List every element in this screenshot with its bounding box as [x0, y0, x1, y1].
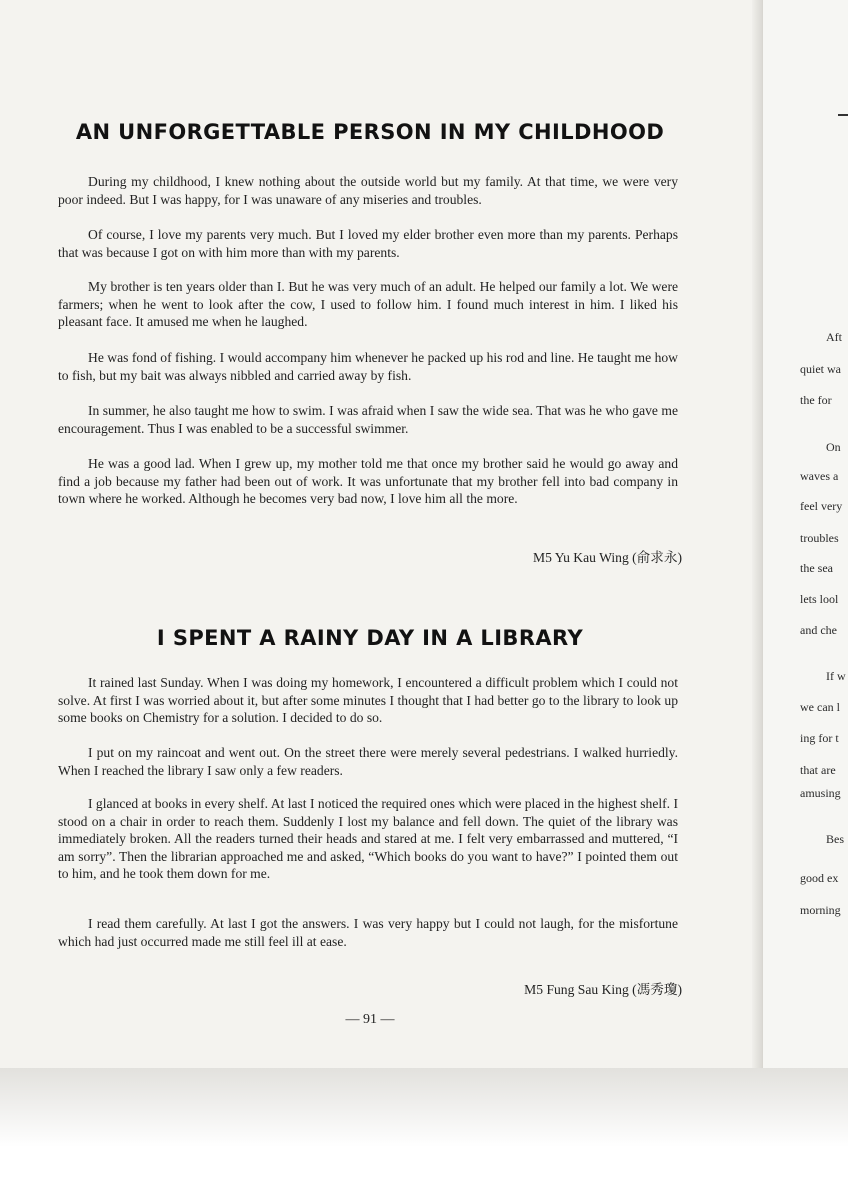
facing-page-fragment: Aft [826, 330, 842, 344]
facing-page-fragment: the sea [800, 561, 833, 575]
article-1-paragraph: He was fond of fishing. I would accompany him whenever he packed up his rod and line. He taught me how to fish, but my bait was always nibbled and carried away by fish. [58, 350, 678, 383]
facing-page-fragment: troubles [800, 531, 839, 545]
article-2-paragraph: I glanced at books in every shelf. At last I noticed the required ones which were placed in the highest shelf. I stood on a chair in order to reach them. Suddenly I lost my balance and fell down. The quiet of the library was immediately broken. All the readers turned their heads and stared at me. I felt very embarrassed and muttered, “I am sorry”. Then the librarian approached me and asked, “Which books do you want to have?” I pointed them out to him, and he took them down for me. [58, 796, 679, 882]
facing-page-fragment: quiet wa [800, 362, 841, 376]
article-1-paragraph: In summer, he also taught me how to swim. I was afraid when I saw the wide sea. That was he who gave me encouragement. Thus I was enabled to be a successful swimmer. [58, 403, 678, 436]
facing-page-mark [838, 114, 848, 116]
facing-page-fragment: Bes [826, 832, 844, 846]
article-1-title: AN UNFORGETTABLE PERSON IN MY CHILDHOOD [75, 120, 665, 144]
article-2-paragraph: I read them carefully. At last I got the answers. I was very happy but I could not laugh, for the misfortune which had just occurred made me still feel ill at ease. [58, 916, 678, 949]
facing-page-fragment: and che [800, 623, 837, 637]
facing-page-fragment: morning [800, 903, 841, 917]
facing-page-fragment: lets lool [800, 592, 839, 606]
article-1-paragraph: He was a good lad. When I grew up, my mother told me that once my brother said he would go away and find a job because my father had been out of work. It was unfortunate that my brother fell into bad company in town where he worked. Although he becomes very bad now, I love him all the more. [58, 456, 678, 507]
facing-page-fragment: waves a [800, 469, 839, 483]
article-1-paragraph: Of course, I love my parents very much. But I loved my elder brother even more than my parents. Perhaps that was because I got on with him more than with my parents. [58, 227, 678, 260]
scan-bottom-margin [0, 1068, 848, 1200]
facing-page-fragment: If w [826, 669, 846, 683]
article-1-paragraph: During my childhood, I knew nothing about the outside world but my family. At that time, we were very poor indeed. But I was happy, for I was unaware of any miseries and troubles. [58, 174, 678, 207]
article-2-signature: M5 Fung Sau King (馮秀瓊) [524, 982, 682, 997]
article-2-paragraph: I put on my raincoat and went out. On the street there were merely several pedestrians. I walked hurriedly. When I reached the library I saw only a few readers. [58, 745, 678, 778]
facing-page-fragment: amusing [800, 786, 841, 800]
facing-page-fragment: the for [800, 393, 832, 407]
facing-page-fragment: feel very [800, 499, 843, 513]
page-number: — 91 — [345, 1012, 395, 1027]
facing-page-fragment: good ex [800, 871, 839, 885]
facing-page-fragment: that are [800, 763, 836, 777]
article-2-title: I SPENT A RAINY DAY IN A LIBRARY [156, 626, 584, 650]
article-1-paragraph: My brother is ten years older than I. But he was very much of an adult. He helped our family a lot. We were farmers; when he went to look after the cow, I used to follow him. I found much interest in him. I liked his pleasant face. It amused me when he laughed. [58, 279, 678, 330]
article-2-paragraph: It rained last Sunday. When I was doing my homework, I encountered a difficult problem which I could not solve. At first I was worried about it, but after some minutes I thought that I had better go to the library to look up some books on Chemistry for a solution. I decided to do so. [58, 675, 678, 726]
facing-page-fragment: ing for t [800, 731, 839, 745]
article-1-signature: M5 Yu Kau Wing (俞求永) [533, 550, 682, 565]
facing-page-fragment: we can l [800, 700, 840, 714]
facing-page-fragment: On [826, 440, 841, 454]
